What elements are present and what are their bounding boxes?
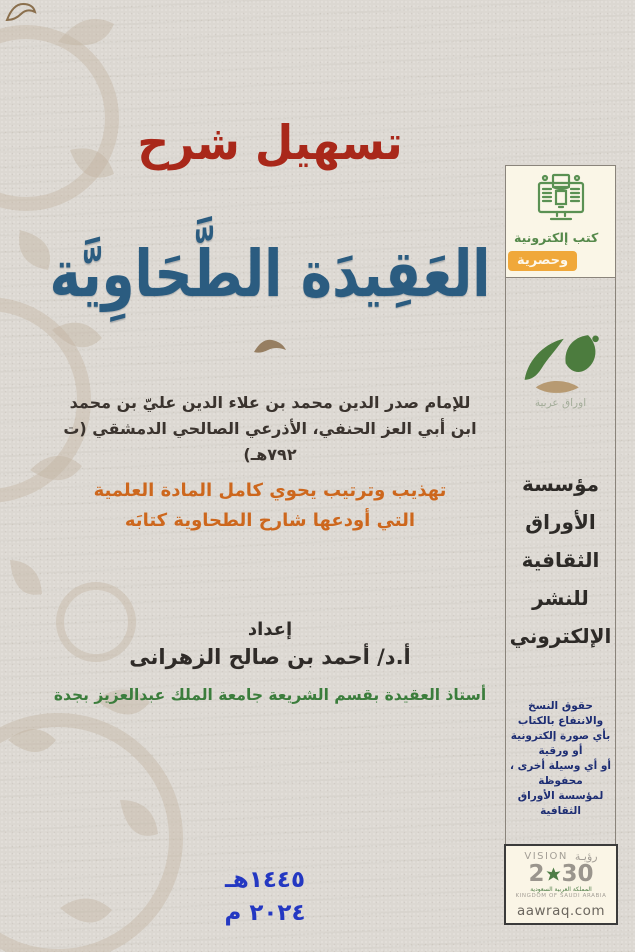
preparer-affiliation: أستاذ العقيدة بقسم الشريعة جامعة الملك عبدالعزيز بجدة <box>53 686 487 704</box>
author-block <box>40 390 500 468</box>
vision-2030-box <box>504 844 618 925</box>
hijri-year: ١٤٤٥هـ <box>225 867 305 893</box>
copyright-line: بأي صورة إلكترونية أو ورقية <box>510 730 611 757</box>
foundation-word: الإلكتروني <box>509 624 612 648</box>
copyright-line: لمؤسسة الأوراق الثقافية <box>517 790 604 817</box>
foundation-word: الثقافية <box>521 548 600 572</box>
subtitle-block <box>40 476 500 536</box>
book-supertitle: تسهيل شرح <box>137 115 403 172</box>
publication-date <box>150 864 380 930</box>
sidebar-column <box>505 165 616 925</box>
country-name-ar: المملكة العربية السعودية <box>530 886 592 893</box>
foundation-word: الأوراق <box>525 510 596 534</box>
ebook-monitor-icon <box>528 173 594 225</box>
book-main-title: العَقِيدَة الطَّحَاوِيَّة <box>49 237 491 312</box>
exclusive-tag: وحصرية <box>508 251 577 271</box>
ebooks-badge-label: كتب إلكترونية <box>514 230 599 245</box>
vision-year <box>506 862 616 886</box>
website-url: aawraq.com <box>516 903 606 919</box>
vision-label-ar: رؤيـة <box>574 850 598 863</box>
calligraphy-flourish-icon <box>250 334 290 358</box>
ebooks-badge <box>505 165 616 278</box>
foundation-name <box>506 465 615 655</box>
subtitle-line-1: تهذيب وترتيب يحوي كامل المادة العلمية <box>93 480 447 501</box>
author-line-1: للإمام صدر الدين محمد بن علاء الدين عليّ بن محمد <box>69 393 471 412</box>
prepared-label: إعداد <box>247 619 293 640</box>
aawraq-logo-icon <box>519 333 603 395</box>
copyright-notice <box>506 699 615 819</box>
vision-year-left: 2 <box>528 861 545 887</box>
copyright-line: أو أي وسيلة أخرى ، محفوظة <box>509 760 612 787</box>
preparer-name: أ.د/ أحمد بن صالح الزهرانى <box>129 645 411 669</box>
publisher-logo <box>506 333 615 409</box>
gregorian-year: ٢٠٢٤ م <box>224 900 306 926</box>
subtitle-line-2: التي أودعها شارح الطحاوية كتابَه <box>124 510 416 531</box>
corner-flourish-icon <box>4 0 38 26</box>
aawraq-logo-text: اوراق عربية <box>534 397 587 409</box>
country-name-en: KINGDOM OF SAUDI ARABIA <box>515 893 607 899</box>
title-flourish <box>40 334 500 362</box>
preparation-block <box>40 618 500 704</box>
copyright-line: حقوق النسخ والانتفاع بالكتاب <box>517 700 604 727</box>
foundation-word: للنشر <box>532 586 589 610</box>
saudi-palm-emblem-icon <box>546 867 561 882</box>
foundation-word: مؤسسة <box>521 472 600 496</box>
vision-label-en: VISION <box>524 851 568 862</box>
author-line-2: ابن أبي العز الحنفي، الأذرعي الصالحي الدمشقي (ت ٧٩٢هـ) <box>63 419 477 464</box>
vision-year-right: 30 <box>561 861 594 887</box>
